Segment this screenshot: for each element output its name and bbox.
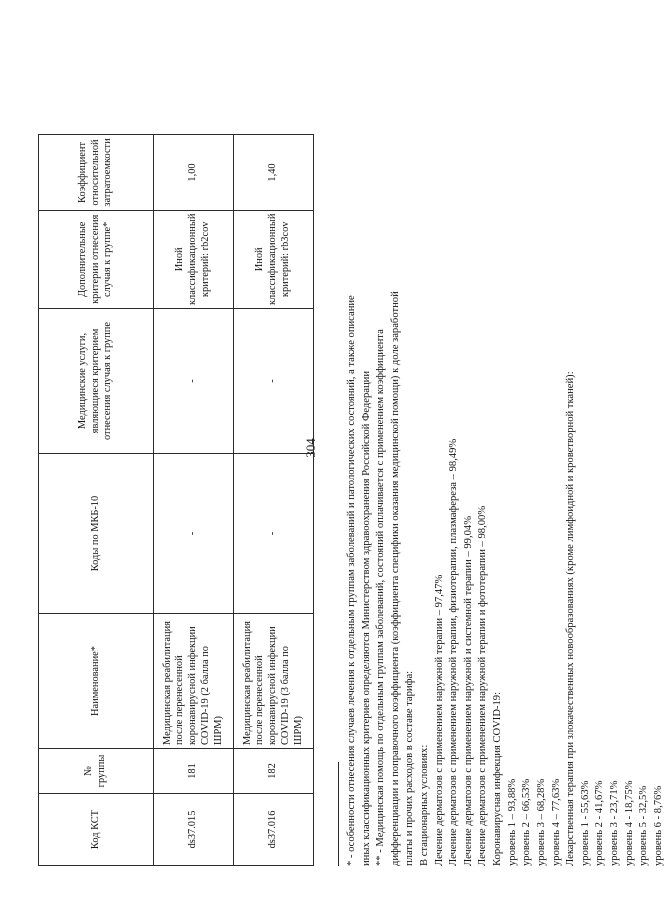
kst-table <box>38 134 314 866</box>
footnote-line: уровень 4 – 77,63% <box>550 778 562 866</box>
cell-medical-services: - <box>234 309 314 454</box>
footnote-separator <box>338 762 339 866</box>
cell-kst-code: ds37.015 <box>154 794 234 866</box>
table-header-row <box>39 135 154 866</box>
cell-name: Медицинская реабилитация после перенесенной коронавирусной инфекции COVID-19 (3 балла по ШРМ) <box>234 614 314 749</box>
footnote-line: уровень 2 - 41,67% <box>594 780 606 866</box>
footnote-line: * - особенности отнесения случаев лечения к отдельным группам заболеваний и патологических состояний, а также описание иных классификационных критериев определяются Министерством здравоохранения Российской Федерации <box>346 295 372 866</box>
footnote-line: уровень 5 - 32,5% <box>638 785 650 866</box>
header-name: Наименование* <box>39 614 154 749</box>
footnote-line: ** - Медицинская помощь по отдельным группам заболеваний, состояний оплачивается с применением коэффициента дифференциации и поправочного коэффициента (коэффициента специфики оказания медицинской помощи) к доле заработной платы и прочих расходов в составе тарифа: <box>375 291 416 866</box>
footnote-line: Лечение дерматозов с применением наружной терапии, физиотерапии, плазмафереза – 98,49% <box>448 438 460 866</box>
cell-additional-criteria: Иной классификационный критерий: rb2cov <box>154 210 234 308</box>
footnote-line: уровень 1 – 93,88% <box>506 778 518 866</box>
header-cost-coefficient: Коэффициент относительной затратоемкости <box>39 135 154 210</box>
cell-medical-services: - <box>154 309 234 454</box>
cell-group-number: 182 <box>234 749 314 794</box>
cell-mkb-codes: - <box>234 454 314 614</box>
footnote-line: В стационарных условиях: <box>419 744 431 866</box>
header-group-number: № группы <box>39 749 154 794</box>
footnote-line: Лекарственная терапия при злокачественных новообразованиях (кроме лимфоидной и кроветворной тканей): <box>565 371 577 866</box>
header-mkb-codes: Коды по МКБ-10 <box>39 454 154 614</box>
rotated-page-content <box>38 28 664 888</box>
cell-kst-code: ds37.016 <box>234 794 314 866</box>
header-medical-services: Медицинские услуги, являющиеся критерием отнесения случая к группе <box>39 309 154 454</box>
cell-cost-coefficient: 1,40 <box>234 135 314 210</box>
cell-mkb-codes: - <box>154 454 234 614</box>
footnote-line: Лечение дерматозов с применением наружной и системной терапии – 99,04% <box>462 515 474 866</box>
footnote-line: Коронавирусная инфекция COVID-19: <box>492 691 504 866</box>
footnote-line: уровень 1 - 55,63% <box>579 780 591 866</box>
footnote-line: уровень 2 – 66,53% <box>521 778 533 866</box>
table-row <box>234 135 314 866</box>
footnote-line: уровень 3 – 68,28% <box>535 778 547 866</box>
footnote-line: Лечение дерматозов с применением наружной терапии – 97,47% <box>433 574 445 866</box>
cell-group-number: 181 <box>154 749 234 794</box>
footnotes <box>338 276 666 866</box>
cell-additional-criteria: Иной классификационный критерий: rb3cov <box>234 210 314 308</box>
footnote-line: уровень 6 - 8,76% <box>652 785 664 866</box>
header-additional-criteria: Дополнительные критерии отнесения случая к группе* <box>39 210 154 308</box>
cell-cost-coefficient: 1,00 <box>154 135 234 210</box>
footnote-line: Лечение дерматозов с применением наружной терапии и фототерапии – 98,00% <box>477 505 489 866</box>
footnote-line: уровень 3 - 23,71% <box>608 780 620 866</box>
footnote-line: уровень 4 - 18,75% <box>623 780 635 866</box>
page-number: 304 <box>303 438 318 458</box>
header-kst-code: Код КСТ <box>39 794 154 866</box>
cell-name: Медицинская реабилитация после перенесенной коронавирусной инфекции COVID-19 (2 балла по ШРМ) <box>154 614 234 749</box>
table-row <box>154 135 234 866</box>
